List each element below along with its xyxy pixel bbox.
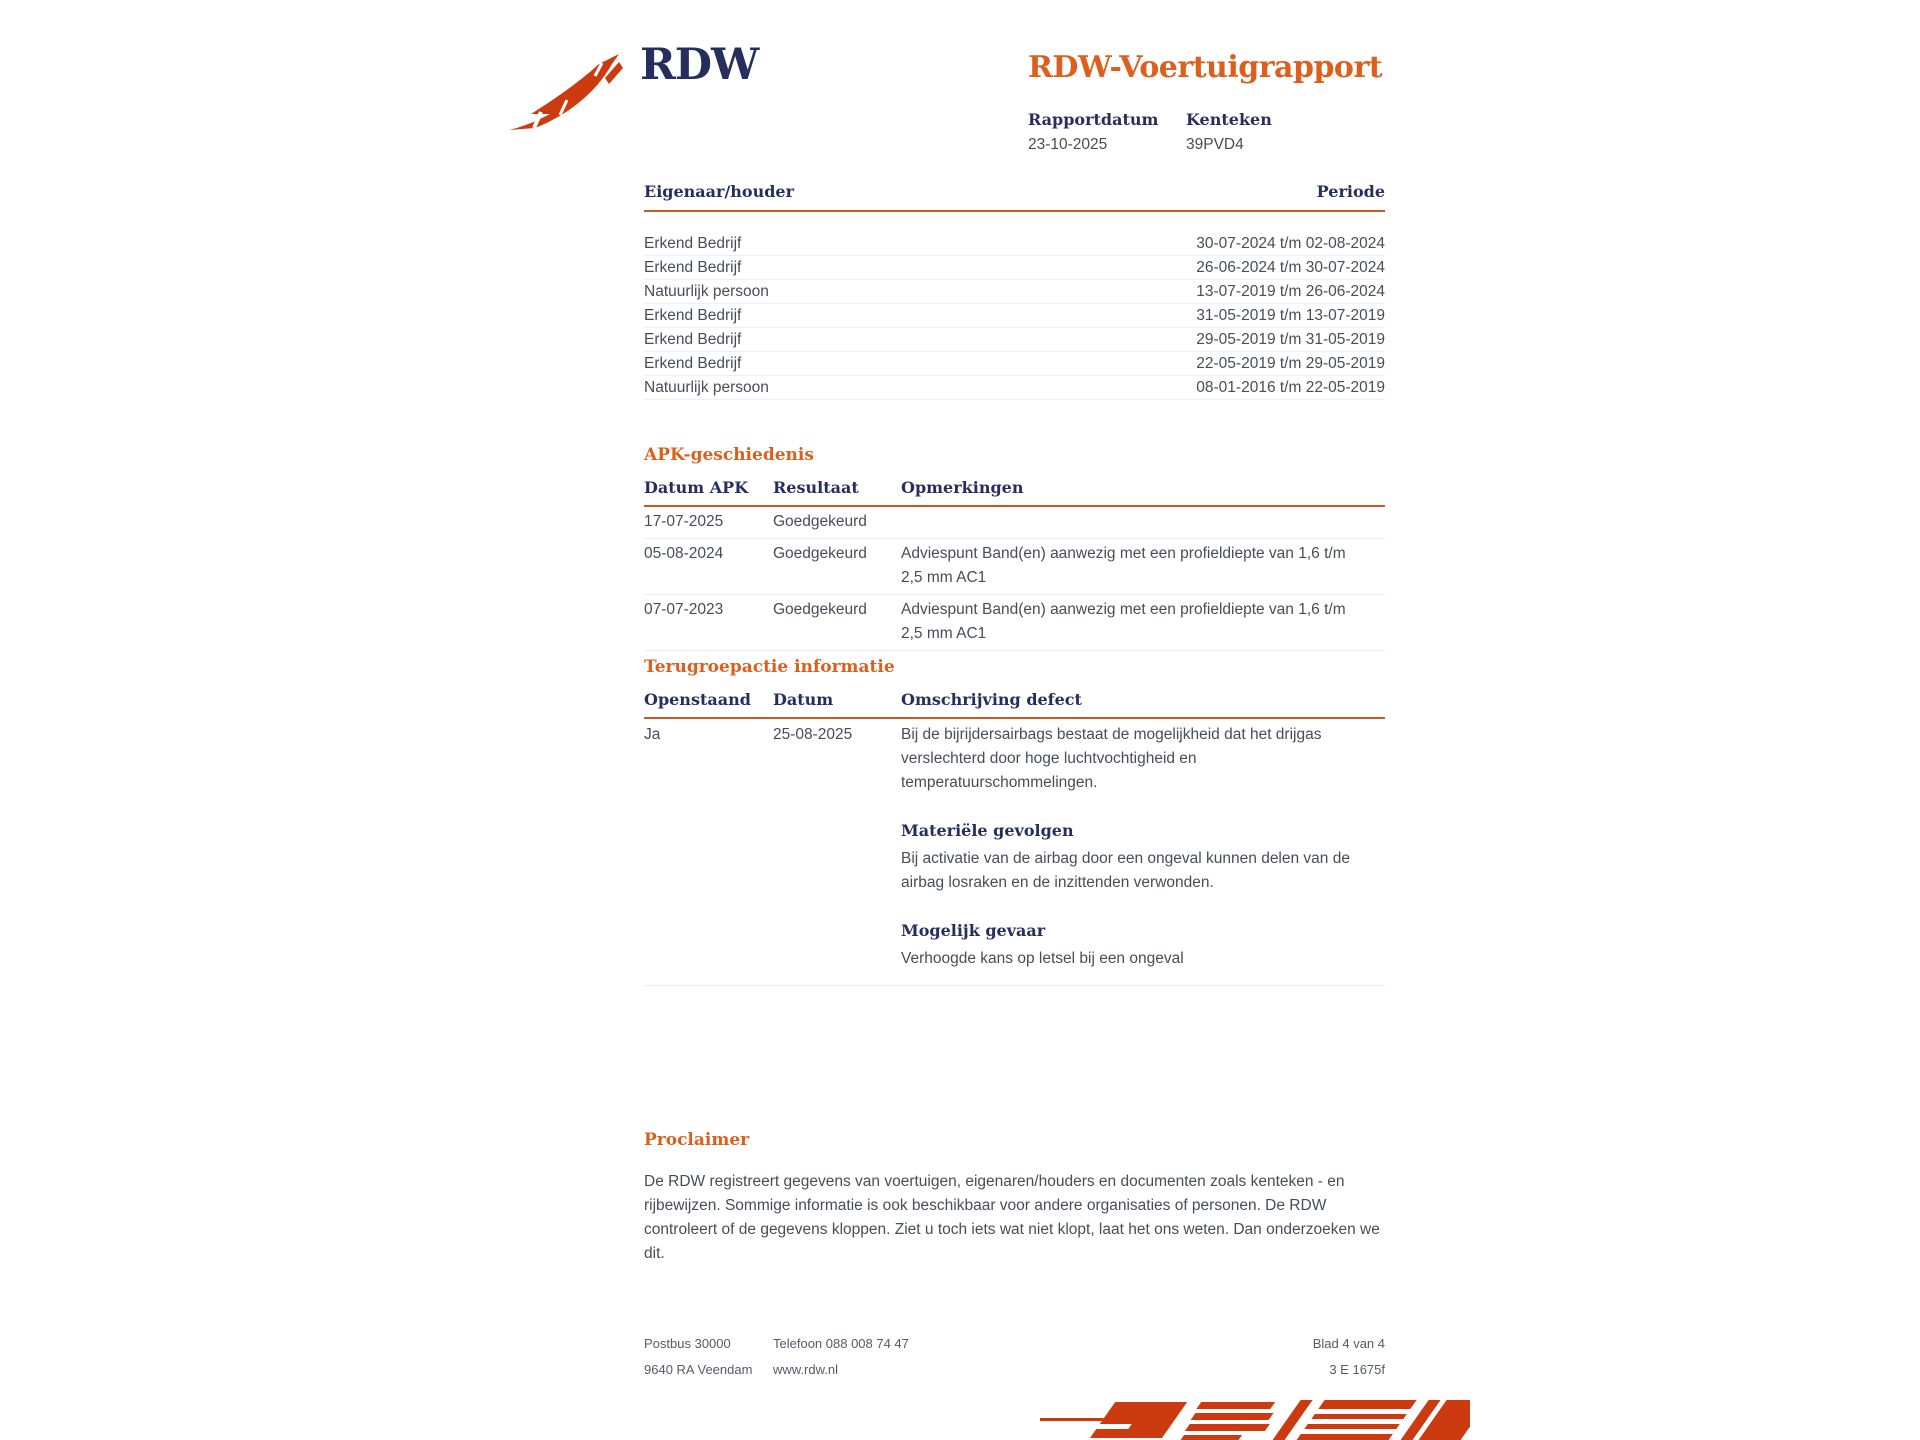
rdw-logo [505, 52, 625, 132]
license-plate-label: Kenteken [1186, 110, 1272, 129]
table-row [644, 232, 1385, 256]
license-plate-value: 39PVD4 [1186, 136, 1244, 153]
possible-danger-text: Verhoogde kans op letsel bij een ongeval [901, 950, 1184, 967]
owner-cell: Erkend Bedrijf [644, 331, 742, 348]
footer-postbus: Postbus 30000 [644, 1336, 731, 1351]
table-row [644, 595, 1385, 651]
period-cell: 29-05-2019 t/m 31-05-2019 [1196, 331, 1385, 348]
owner-cell: Erkend Bedrijf [644, 307, 742, 324]
owner-section-title: Eigenaar/houder [644, 182, 795, 201]
table-row [644, 539, 1385, 595]
footer-doc-code: 3 E 1675f [1329, 1362, 1385, 1377]
period-cell: 22-05-2019 t/m 29-05-2019 [1196, 355, 1385, 372]
report-title: RDW-Voertuigrapport [1028, 50, 1383, 85]
period-cell: 31-05-2019 t/m 13-07-2019 [1196, 307, 1385, 324]
table-row [644, 328, 1385, 352]
apk-remarks-column-header: Opmerkingen [901, 478, 1024, 497]
recall-section-title: Terugroepactie informatie [644, 657, 895, 677]
period-cell: 13-07-2019 t/m 26-06-2024 [1196, 283, 1385, 300]
report-date-label: Rapportdatum [1028, 110, 1159, 129]
defect-description: Bij de bijrijdersairbags bestaat de mogelijkheid dat het drijgas verslechterd door hoge luchtvochtigheid en temperatuurschommelingen. [901, 726, 1322, 791]
apk-history-section [644, 445, 1385, 651]
rdw-feather-icon [505, 52, 625, 132]
speed-stripes-icon [1040, 1398, 1470, 1440]
recall-table-header [644, 690, 1385, 719]
apk-table-header [644, 478, 1385, 507]
table-row [644, 376, 1385, 400]
table-row [644, 507, 1385, 539]
period-cell: 08-01-2016 t/m 22-05-2019 [1196, 379, 1385, 396]
owner-cell: Erkend Bedrijf [644, 355, 742, 372]
recall-open-column-header: Openstaand [644, 690, 751, 709]
recall-section [644, 657, 1385, 986]
table-row [644, 352, 1385, 376]
apk-date-cell: 07-07-2023 [644, 601, 724, 618]
footer-phone: Telefoon 088 008 74 47 [773, 1336, 909, 1351]
owner-section-header [644, 182, 1385, 212]
apk-remark-cell: Adviespunt Band(en) aanwezig met een profieldiepte van 1,6 t/m 2,5 mm AC1 [901, 601, 1346, 642]
material-consequences-text: Bij activatie van de airbag door een ongeval kunnen delen van de airbag losraken en de inzittenden verwonden. [901, 850, 1350, 891]
owner-section [644, 182, 1385, 400]
recall-defect-column-header: Omschrijving defect [901, 690, 1082, 709]
proclaimer-text: De RDW registreert gegevens van voertuigen, eigenaren/houders en documenten zoals kenteken - en rijbewijzen. Sommige informatie is ook beschikbaar voor andere organisaties of personen. De RDW controleert of de gegevens kloppen. Ziet u toch iets wat niet klopt, laat het ons weten. Dan onderzoeken we dit. [644, 1173, 1380, 1262]
proclaimer-title: Proclaimer [644, 1130, 750, 1150]
rdw-logotype: RDW [640, 40, 759, 90]
possible-danger-heading: Mogelijk gevaar [901, 921, 1046, 940]
owner-cell: Erkend Bedrijf [644, 235, 742, 252]
report-date-value: 23-10-2025 [1028, 136, 1108, 153]
footer-website: www.rdw.nl [773, 1362, 839, 1377]
table-row [644, 256, 1385, 280]
owner-cell: Natuurlijk persoon [644, 379, 769, 396]
material-consequences-heading: Materiële gevolgen [901, 821, 1074, 840]
apk-result-cell: Goedgekeurd [773, 545, 867, 562]
proclaimer-section [644, 1130, 1385, 1266]
footer-city: 9640 RA Veendam [644, 1362, 753, 1377]
period-cell: 30-07-2024 t/m 02-08-2024 [1196, 235, 1385, 252]
page-footer [644, 1336, 1385, 1377]
apk-date-cell: 05-08-2024 [644, 545, 724, 562]
apk-date-cell: 17-07-2025 [644, 513, 724, 530]
apk-remark-cell [901, 510, 1371, 534]
apk-remark-cell: Adviespunt Band(en) aanwezig met een profieldiepte van 1,6 t/m 2,5 mm AC1 [901, 545, 1346, 586]
period-column-header: Periode [1316, 182, 1385, 201]
recall-date-cell: 25-08-2025 [773, 726, 853, 743]
owner-table [644, 232, 1385, 400]
owner-cell: Erkend Bedrijf [644, 259, 742, 276]
period-cell: 26-06-2024 t/m 30-07-2024 [1196, 259, 1385, 276]
table-row [644, 304, 1385, 328]
recall-open-cell: Ja [644, 726, 661, 743]
recall-defect-cell [901, 723, 1385, 971]
recall-date-column-header: Datum [773, 690, 834, 709]
apk-date-column-header: Datum APK [644, 478, 749, 497]
report-date-block [1028, 110, 1158, 154]
apk-result-column-header: Resultaat [773, 478, 859, 497]
table-row [644, 719, 1385, 986]
apk-result-cell: Goedgekeurd [773, 513, 867, 530]
apk-section-title: APK-geschiedenis [644, 445, 814, 465]
decorative-stripes-graphic [1040, 1398, 1470, 1440]
table-row [644, 280, 1385, 304]
footer-page-indicator: Blad 4 van 4 [1312, 1336, 1385, 1351]
apk-result-cell: Goedgekeurd [773, 601, 867, 618]
license-plate-block [1186, 110, 1272, 154]
owner-cell: Natuurlijk persoon [644, 283, 769, 300]
